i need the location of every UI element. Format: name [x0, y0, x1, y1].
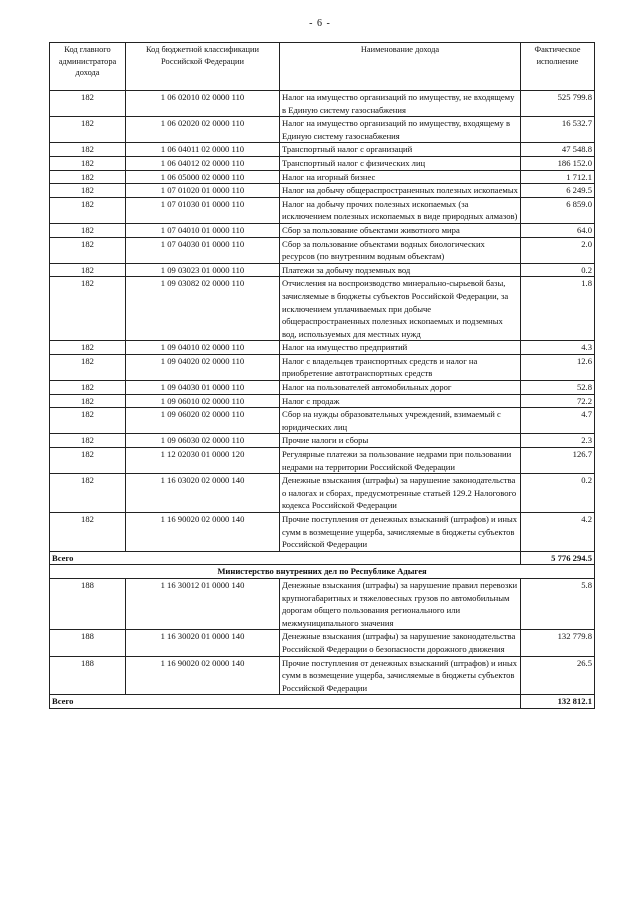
income-name-cell: Налог на имущество организаций по имуществу, не входящему в Единую систему газоснабжения — [280, 91, 521, 117]
income-name-cell: Регулярные платежи за пользование недрами при пользовании недрами на территории Российской Федерации — [280, 448, 521, 474]
header-income-name: Наименование дохода — [280, 43, 521, 91]
budget-code-cell: 1 12 02030 01 0000 120 — [126, 448, 280, 474]
budget-code-cell: 1 07 01030 01 0000 110 — [126, 197, 280, 223]
admin-code-cell: 182 — [50, 223, 126, 237]
admin-code-cell: 182 — [50, 143, 126, 157]
table-row — [50, 277, 595, 341]
amount-cell: 525 799.8 — [521, 91, 595, 117]
amount-cell: 0.2 — [521, 474, 595, 513]
table-row — [50, 381, 595, 395]
budget-code-cell: 1 06 05000 02 0000 110 — [126, 170, 280, 184]
admin-code-cell: 182 — [50, 434, 126, 448]
budget-code-cell: 1 09 04030 01 0000 110 — [126, 381, 280, 395]
income-name-cell: Денежные взыскания (штрафы) за нарушение законодательства о налогах и сборах, предусмотренные статьей 129.2 Налогового кодекса Российской Федерации — [280, 474, 521, 513]
admin-code-cell: 188 — [50, 630, 126, 656]
amount-cell: 26.5 — [521, 656, 595, 695]
budget-code-cell: 1 09 04020 02 0000 110 — [126, 354, 280, 380]
income-name-cell: Налог на имущество организаций по имуществу, входящему в Единую систему газоснабжения — [280, 117, 521, 143]
section-row — [50, 565, 595, 579]
budget-code-cell: 1 09 03082 02 0000 110 — [126, 277, 280, 341]
amount-cell: 64.0 — [521, 223, 595, 237]
header-budget-code: Код бюджетной классификации Российской Федерации — [126, 43, 280, 91]
admin-code-cell: 182 — [50, 197, 126, 223]
budget-code-cell: 1 16 90020 02 0000 140 — [126, 656, 280, 695]
table-row — [50, 197, 595, 223]
income-name-cell: Налог на игорный бизнес — [280, 170, 521, 184]
amount-cell: 6 859.0 — [521, 197, 595, 223]
amount-cell: 186 152.0 — [521, 156, 595, 170]
table-row — [50, 408, 595, 434]
header-actual: Фактическое исполнение — [521, 43, 595, 91]
admin-code-cell: 182 — [50, 277, 126, 341]
table-row — [50, 474, 595, 513]
amount-cell: 4.2 — [521, 513, 595, 552]
income-name-cell: Транспортный налог с организаций — [280, 143, 521, 157]
table-row — [50, 630, 595, 656]
amount-cell: 126.7 — [521, 448, 595, 474]
income-name-cell: Сбор на нужды образовательных учреждений, взимаемый с юридических лиц — [280, 408, 521, 434]
admin-code-cell: 182 — [50, 91, 126, 117]
header-row — [50, 43, 595, 91]
admin-code-cell: 182 — [50, 394, 126, 408]
budget-code-cell: 1 07 04030 01 0000 110 — [126, 237, 280, 263]
admin-code-cell: 182 — [50, 448, 126, 474]
section-title: Министерство внутренних дел по Республике Адыгея — [50, 565, 595, 579]
budget-code-cell: 1 09 06030 02 0000 110 — [126, 434, 280, 448]
budget-code-cell: 1 16 30012 01 0000 140 — [126, 578, 280, 629]
budget-code-cell: 1 16 30020 01 0000 140 — [126, 630, 280, 656]
budget-code-cell: 1 06 02020 02 0000 110 — [126, 117, 280, 143]
amount-cell: 4.7 — [521, 408, 595, 434]
budget-code-cell: 1 09 04010 02 0000 110 — [126, 341, 280, 355]
income-name-cell: Сбор за пользование объектами водных биологических ресурсов (по внутренним водным объектам) — [280, 237, 521, 263]
budget-code-cell: 1 16 90020 02 0000 140 — [126, 513, 280, 552]
amount-cell: 2.3 — [521, 434, 595, 448]
part2-body — [50, 578, 595, 694]
table-row — [50, 263, 595, 277]
income-name-cell: Транспортный налог с физических лиц — [280, 156, 521, 170]
budget-code-cell: 1 07 04010 01 0000 110 — [126, 223, 280, 237]
budget-code-cell: 1 06 04011 02 0000 110 — [126, 143, 280, 157]
table-row — [50, 354, 595, 380]
income-name-cell: Прочие поступления от денежных взысканий (штрафов) и иных сумм в возмещение ущерба, зачисляемые в бюджеты субъектов Российской Федерации — [280, 656, 521, 695]
table-row — [50, 143, 595, 157]
amount-cell: 72.2 — [521, 394, 595, 408]
amount-cell: 12.6 — [521, 354, 595, 380]
admin-code-cell: 182 — [50, 184, 126, 198]
admin-code-cell: 182 — [50, 237, 126, 263]
total-label: Всего — [50, 551, 521, 565]
table-row — [50, 184, 595, 198]
amount-cell: 1 712.1 — [521, 170, 595, 184]
income-name-cell: Денежные взыскания (штрафы) за нарушение законодательства Российской Федерации о безопасности дорожного движения — [280, 630, 521, 656]
income-name-cell: Денежные взыскания (штрафы) за нарушение правил перевозки крупногабаритных и тяжеловесных грузов по автомобильным дорогам общего пользования регионального или межмуниципального значения — [280, 578, 521, 629]
total-row-1 — [50, 551, 595, 565]
budget-code-cell: 1 09 03023 01 0000 110 — [126, 263, 280, 277]
amount-cell: 16 532.7 — [521, 117, 595, 143]
admin-code-cell: 182 — [50, 156, 126, 170]
table-row — [50, 91, 595, 117]
budget-code-cell: 1 06 02010 02 0000 110 — [126, 91, 280, 117]
admin-code-cell: 182 — [50, 354, 126, 380]
admin-code-cell: 182 — [50, 474, 126, 513]
table-row — [50, 656, 595, 695]
income-name-cell: Сбор за пользование объектами животного мира — [280, 223, 521, 237]
total-label: Всего — [50, 695, 521, 709]
total-amount: 132 812.1 — [521, 695, 595, 709]
amount-cell: 2.0 — [521, 237, 595, 263]
total-row-2 — [50, 695, 595, 709]
admin-code-cell: 188 — [50, 656, 126, 695]
income-name-cell: Налог с продаж — [280, 394, 521, 408]
income-name-cell: Налог на добычу общераспространенных полезных ископаемых — [280, 184, 521, 198]
amount-cell: 0.2 — [521, 263, 595, 277]
table-row — [50, 448, 595, 474]
amount-cell: 5.8 — [521, 578, 595, 629]
admin-code-cell: 182 — [50, 117, 126, 143]
admin-code-cell: 182 — [50, 381, 126, 395]
table-row — [50, 170, 595, 184]
total-amount: 5 776 294.5 — [521, 551, 595, 565]
income-name-cell: Платежи за добычу подземных вод — [280, 263, 521, 277]
table-row — [50, 117, 595, 143]
income-name-cell: Отчисления на воспроизводство минерально-сырьевой базы, зачисляемые в бюджеты субъектов Российской Федерации, за исключением уплачиваемых при добыче общераспространенных полезных ископаемых и подземных вод, используемых для местных нужд — [280, 277, 521, 341]
part1-body — [50, 91, 595, 552]
income-table — [49, 42, 595, 709]
income-name-cell: Налог с владельцев транспортных средств и налог на приобретение автотранспортных средств — [280, 354, 521, 380]
amount-cell: 47 548.8 — [521, 143, 595, 157]
page-number: - 6 - — [309, 18, 331, 29]
table-row — [50, 237, 595, 263]
admin-code-cell: 182 — [50, 170, 126, 184]
table-row — [50, 156, 595, 170]
amount-cell: 132 779.8 — [521, 630, 595, 656]
table-row — [50, 223, 595, 237]
budget-code-cell: 1 09 06020 02 0000 110 — [126, 408, 280, 434]
amount-cell: 52.8 — [521, 381, 595, 395]
admin-code-cell: 182 — [50, 263, 126, 277]
amount-cell: 6 249.5 — [521, 184, 595, 198]
admin-code-cell: 182 — [50, 408, 126, 434]
budget-code-cell: 1 09 06010 02 0000 110 — [126, 394, 280, 408]
admin-code-cell: 182 — [50, 513, 126, 552]
income-name-cell: Налог на имущество предприятий — [280, 341, 521, 355]
table-row — [50, 513, 595, 552]
budget-code-cell: 1 06 04012 02 0000 110 — [126, 156, 280, 170]
admin-code-cell: 188 — [50, 578, 126, 629]
income-name-cell: Прочие поступления от денежных взысканий (штрафов) и иных сумм в возмещение ущерба, зачисляемые в бюджеты субъектов Российской Федерации — [280, 513, 521, 552]
income-name-cell: Прочие налоги и сборы — [280, 434, 521, 448]
income-name-cell: Налог на добычу прочих полезных ископаемых (за исключением полезных ископаемых в виде природных алмазов) — [280, 197, 521, 223]
table-row — [50, 434, 595, 448]
budget-code-cell: 1 16 03020 02 0000 140 — [126, 474, 280, 513]
table-row — [50, 394, 595, 408]
header-admin-code: Код главного администратора дохода — [50, 43, 126, 91]
table-row — [50, 341, 595, 355]
table-row — [50, 578, 595, 629]
amount-cell: 4.3 — [521, 341, 595, 355]
admin-code-cell: 182 — [50, 341, 126, 355]
income-name-cell: Налог на пользователей автомобильных дорог — [280, 381, 521, 395]
amount-cell: 1.8 — [521, 277, 595, 341]
budget-code-cell: 1 07 01020 01 0000 110 — [126, 184, 280, 198]
